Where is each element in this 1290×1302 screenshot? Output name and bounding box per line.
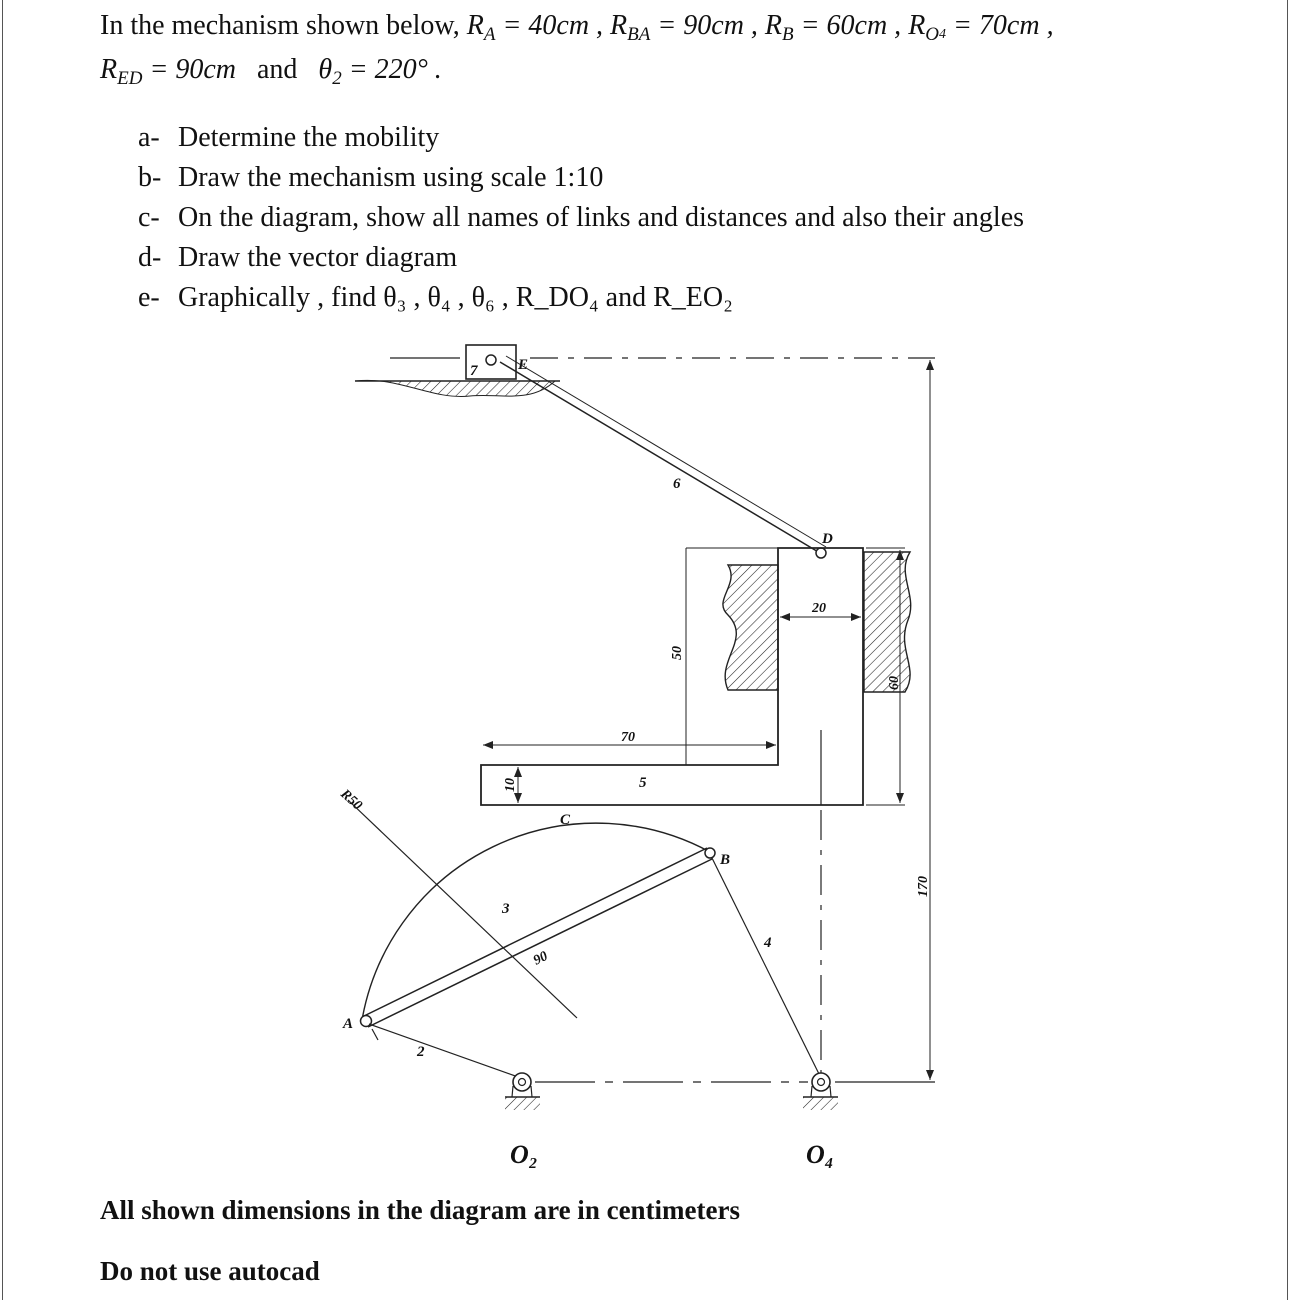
task-b xyxy=(138,158,1024,198)
ra-sub: A xyxy=(483,24,496,45)
link-6-edge xyxy=(506,356,826,547)
left-guide-wall xyxy=(723,565,778,690)
joint-d-pin xyxy=(816,548,826,558)
pivot-o4 xyxy=(803,1073,838,1110)
theta2-value: = 220° . xyxy=(341,54,442,85)
dim-r50-label: R50 xyxy=(337,786,365,814)
point-b-label: B xyxy=(720,852,731,868)
rba-symbol: R xyxy=(610,10,628,41)
and-word: and xyxy=(256,54,298,85)
units-note: All shown dimensions in the diagram are in centimeters xyxy=(100,1195,740,1225)
ro4-sub: O xyxy=(925,24,940,45)
intro-text: In the mechanism shown below, xyxy=(100,10,460,41)
point-e-label: E xyxy=(518,357,529,373)
link-5-body xyxy=(481,548,863,805)
link-4 xyxy=(712,858,820,1076)
link-7-label: 7 xyxy=(470,363,478,379)
autocad-note: Do not use autocad xyxy=(100,1256,320,1286)
task-text: Determine the mobility xyxy=(178,122,440,153)
dim-170 xyxy=(916,360,934,1080)
link-5-label: 5 xyxy=(639,775,647,791)
dim-60-label: 60 xyxy=(887,676,902,690)
rb-value: = 60cm , xyxy=(793,10,902,41)
task-label: e- xyxy=(138,282,160,313)
task-list xyxy=(138,118,1024,318)
link-4-label: 4 xyxy=(764,935,772,951)
slider-ground-hatch xyxy=(355,380,560,396)
task-label: d- xyxy=(138,242,162,273)
link-3-edge xyxy=(368,859,712,1027)
rb-symbol: R xyxy=(764,10,783,41)
ro4-symbol: R xyxy=(908,10,926,41)
task-e xyxy=(138,278,1024,318)
rba-sub: BA xyxy=(627,24,651,45)
mechanism-diagram xyxy=(0,330,1290,1180)
path-arc-r50 xyxy=(362,823,710,1020)
problem-statement-line1 xyxy=(100,10,1054,46)
dim-10-label: 10 xyxy=(503,778,518,792)
point-d-label: D xyxy=(822,531,833,547)
dim-50-label: 50 xyxy=(670,646,685,660)
right-guide-wall xyxy=(864,552,911,692)
task-a xyxy=(138,118,1024,158)
task-d xyxy=(138,238,1024,278)
point-a-label: A xyxy=(343,1016,354,1032)
point-c-label: C xyxy=(560,812,571,828)
ro4-value: = 70cm , xyxy=(946,10,1054,41)
dim-70 xyxy=(483,730,776,749)
dim-90-label: 90 xyxy=(531,948,551,969)
rba-value: = 90cm , xyxy=(650,10,758,41)
link-6-label: 6 xyxy=(673,476,681,492)
point-o4-label: O₄ xyxy=(806,1140,834,1169)
joint-b-pin xyxy=(705,848,715,858)
task-text: Graphically , find θ₃ , θ₄ , θ₆ , R_DO₄ and R_EO₂ xyxy=(178,282,733,313)
dim-170-label: 170 xyxy=(916,876,931,897)
red-value: = 90cm xyxy=(142,54,236,85)
pivot-o2 xyxy=(505,1073,540,1110)
ra-symbol: R xyxy=(466,10,484,41)
ra-value: = 40cm , xyxy=(495,10,604,41)
link-2 xyxy=(369,1024,521,1078)
ro4-sub2: 4 xyxy=(939,27,947,42)
task-label: a- xyxy=(138,122,160,153)
r50-leader xyxy=(348,800,577,1018)
link-2-label: 2 xyxy=(417,1044,425,1060)
joint-e-pin xyxy=(486,355,496,365)
link-3 xyxy=(364,848,707,1016)
rb-sub: B xyxy=(782,24,794,45)
link-6 xyxy=(500,362,820,553)
task-label: c- xyxy=(138,202,160,233)
link-3-label: 3 xyxy=(502,901,510,917)
task-text: Draw the mechanism using scale 1:10 xyxy=(178,162,604,193)
red-sub: ED xyxy=(117,68,143,89)
task-c xyxy=(138,198,1024,238)
theta2-sub: 2 xyxy=(332,68,342,89)
dim-20-label: 20 xyxy=(812,601,826,616)
link-2-tick xyxy=(372,1029,378,1040)
task-text: On the diagram, show all names of links and distances and also their angles xyxy=(178,202,1025,233)
task-label: b- xyxy=(138,162,162,193)
theta2-symbol: θ xyxy=(318,54,333,85)
point-o2-label: O₂ xyxy=(510,1140,538,1169)
red-symbol: R xyxy=(100,54,118,85)
dim-70-label: 70 xyxy=(621,730,635,745)
dim-20 xyxy=(780,601,861,621)
problem-statement-line2 xyxy=(100,54,442,90)
task-text: Draw the vector diagram xyxy=(178,242,458,273)
dim-10 xyxy=(503,767,522,803)
